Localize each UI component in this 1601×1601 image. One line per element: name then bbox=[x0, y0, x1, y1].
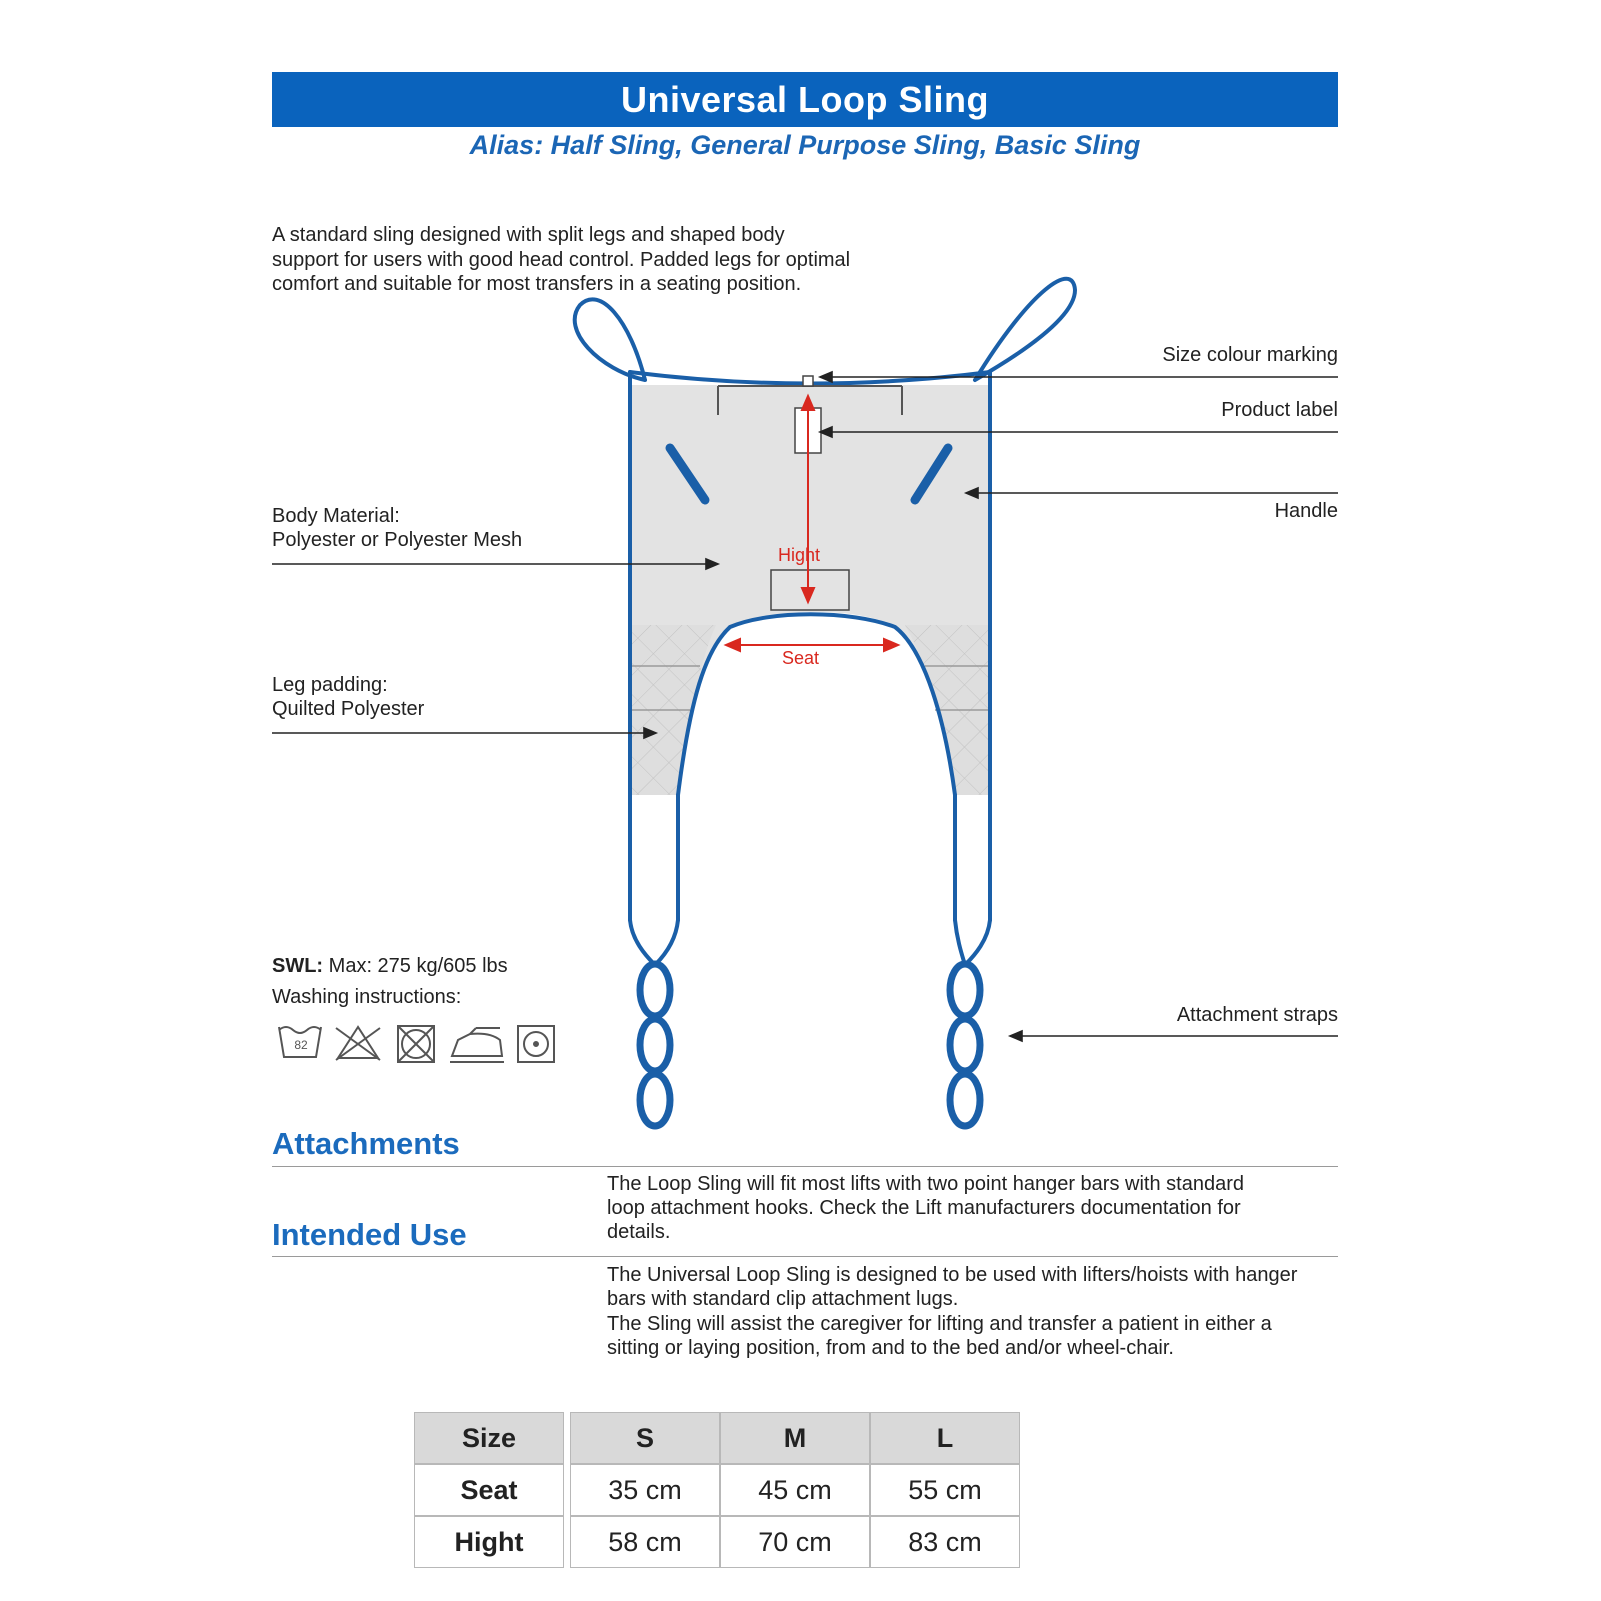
callout-product-label: Product label bbox=[1221, 399, 1338, 421]
callout-leg-padding-title: Leg padding: bbox=[272, 674, 388, 696]
page-title: Universal Loop Sling bbox=[272, 72, 1338, 127]
table-header-cell: S bbox=[570, 1412, 720, 1464]
table-cell: 45 cm bbox=[720, 1464, 870, 1516]
table-header-cell: M bbox=[720, 1412, 870, 1464]
table-cell: 58 cm bbox=[570, 1516, 720, 1568]
wash-temp-label: 82 bbox=[294, 1038, 308, 1052]
top-loop-left bbox=[575, 299, 645, 380]
size-table bbox=[414, 1412, 1020, 1568]
attachment-loops-right bbox=[950, 964, 980, 1126]
intended-use-text-1: The Universal Loop Sling is designed to be used with lifters/hoists with hanger bars with standard clip attachment lugs. bbox=[607, 1264, 1298, 1310]
attachment-loops-left bbox=[640, 964, 670, 1126]
size-colour-marking bbox=[803, 376, 813, 386]
attachments-heading: Attachments bbox=[272, 1126, 460, 1161]
seat-measure-label: Seat bbox=[782, 648, 820, 668]
swl-line bbox=[272, 954, 508, 979]
swl-label: SWL: bbox=[272, 955, 324, 977]
table-row bbox=[414, 1516, 1020, 1568]
product-description: A standard sling designed with split legs and shaped body support for users with good head control. Padded legs for optimal comfort and suitable for most transfers in a seating position. bbox=[272, 224, 851, 295]
table-cell: 83 cm bbox=[870, 1516, 1020, 1568]
washing-instructions-label: Washing instructions: bbox=[272, 986, 462, 1008]
table-cell: 55 cm bbox=[870, 1464, 1020, 1516]
table-cell: 35 cm bbox=[570, 1464, 720, 1516]
callout-attachment-straps: Attachment straps bbox=[1176, 1004, 1338, 1026]
table-row bbox=[414, 1464, 1020, 1516]
callout-body-material-value: Polyester or Polyester Mesh bbox=[272, 529, 523, 551]
table-header-cell: Size bbox=[414, 1412, 564, 1464]
table-row-label: Seat bbox=[414, 1464, 564, 1516]
intended-use-heading: Intended Use bbox=[272, 1217, 467, 1252]
table-row-label: Hight bbox=[414, 1516, 564, 1568]
dry-clean-icon bbox=[518, 1026, 554, 1062]
callout-body-material-title: Body Material: bbox=[272, 505, 400, 527]
table-header-row bbox=[414, 1412, 1020, 1464]
no-tumble-dry-icon bbox=[398, 1026, 434, 1062]
attachments-divider bbox=[272, 1166, 1338, 1167]
table-cell: 70 cm bbox=[720, 1516, 870, 1568]
swl-value: Max: 275 kg/605 lbs bbox=[328, 955, 508, 977]
callout-size-colour-marking: Size colour marking bbox=[1162, 344, 1338, 366]
page-subtitle: Alias: Half Sling, General Purpose Sling, Basic Sling bbox=[469, 130, 1141, 160]
hight-measure-label: Hight bbox=[778, 545, 821, 565]
low-iron-icon bbox=[450, 1028, 504, 1062]
intended-use-divider bbox=[272, 1256, 1338, 1257]
callout-leg-padding-value: Quilted Polyester bbox=[272, 698, 425, 720]
intended-use-text-2: The Sling will assist the caregiver for lifting and transfer a patient in either a sitting or laying position, from and to the bed and/or wheel-chair. bbox=[607, 1313, 1272, 1359]
table-header-cell: L bbox=[870, 1412, 1020, 1464]
callout-handle: Handle bbox=[1274, 500, 1338, 522]
attachments-text: The Loop Sling will fit most lifts with two point hanger bars with standard loop attachment hooks. Check the Lift manufacturers documentation for details. bbox=[607, 1173, 1244, 1243]
no-bleach-icon bbox=[336, 1027, 380, 1060]
